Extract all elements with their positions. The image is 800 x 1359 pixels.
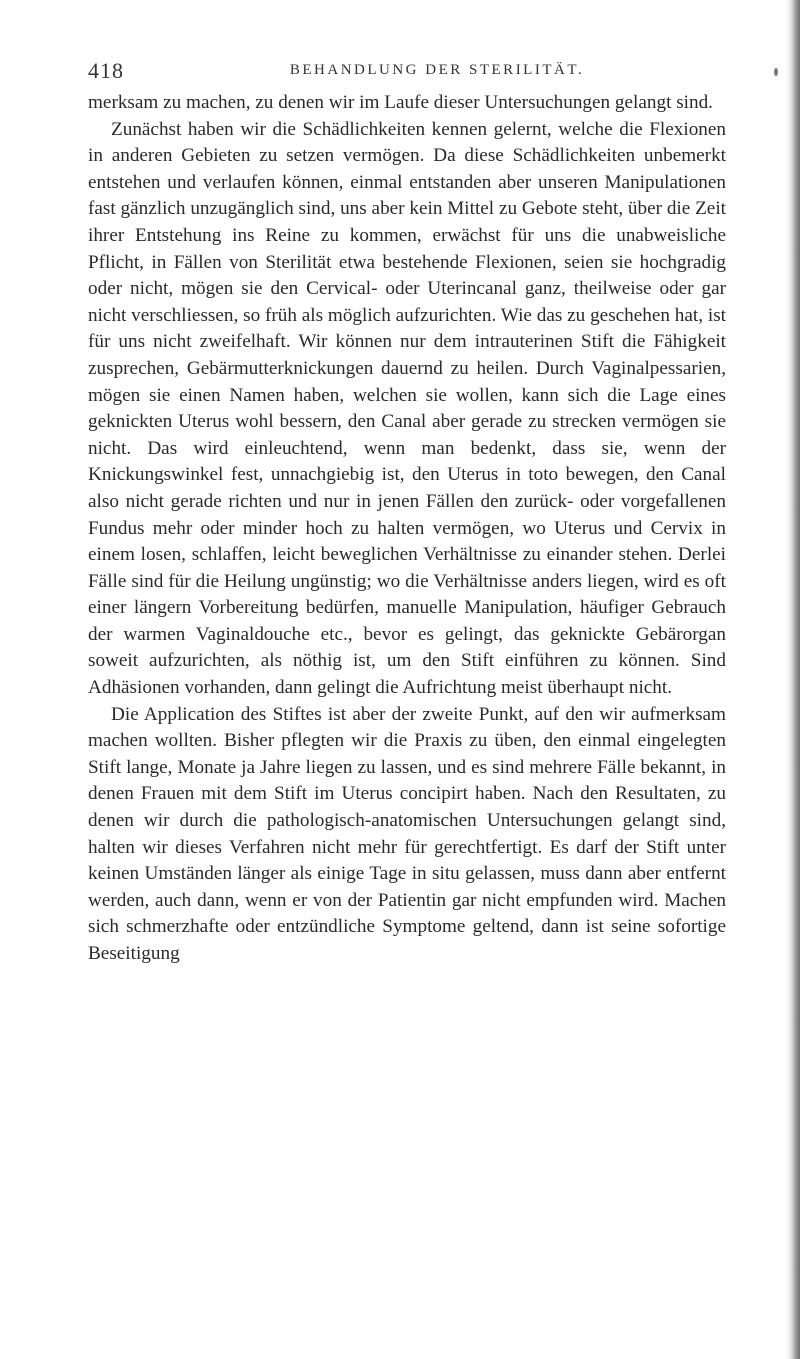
scan-page-edge <box>786 0 800 1359</box>
paragraph-flexionen: Zunächst haben wir die Schädlichkeiten kennen gelernt, welche die Flexionen in anderen Gebieten zu setzen vermögen. Da diese Schädlichkeiten unbemerkt entstehen und verlaufen können, einmal entstanden aber unseren Manipulationen fast gänzlich unzugänglich sind, uns aber kein Mittel zu Gebote steht, über die Zeit ihrer Entstehung ins Reine zu kommen, erwächst für uns die unabweisliche Pflicht, in Fällen von Sterilität etwa bestehende Flexionen, seien sie hochgradig oder nicht, mögen sie den Cervical- oder Uterincanal ganz, theilweise oder gar nicht verschliessen, so früh als möglich aufzurichten. Wie das zu geschehen hat, ist für uns nicht zweifelhaft. Wir können nur dem intrauterinen Stift die Fähigkeit zusprechen, Gebärmutterknickungen dauernd zu heilen. Durch Vaginalpessarien, mögen sie einen Namen haben, welchen sie wollen, kann sich die Lage eines geknickten Uterus wohl bessern, den Canal aber gerade zu strecken vermögen sie nicht. Das wird einleuchtend, wenn man bedenkt, dass sie, wenn der Knickungswinkel fest, unnachgiebig ist, den Uterus in toto bewegen, den Canal also nicht gerade richten und nur in jenen Fällen den zurück- oder vorgefallenen Fundus mehr oder minder hoch zu halten vermögen, wo Uterus und Cervix in einem losen, schlaffen, leicht beweglichen Verhältnisse zu einander stehen. Derlei Fälle sind für die Heilung ungünstig; wo die Verhältnisse anders liegen, wird es oft einer längern Vorbereitung bedürfen, manuelle Manipulation, häufiger Gebrauch der warmen Vaginaldouche etc., bevor es gelingt, das geknickte Gebärorgan soweit aufzurichten, als nöthig ist, um den Stift einführen zu können. Sind Adhäsionen vorhanden, dann gelingt die Aufrichtung meist überhaupt nicht. <box>88 118 726 699</box>
page-number: 418 <box>88 58 124 83</box>
running-title: BEHANDLUNG DER STERILITÄT. <box>289 62 585 78</box>
running-head <box>88 58 726 88</box>
paragraph-continuation: merksam zu machen, zu denen wir im Laufe dieser Untersuchungen gelangt sind. <box>88 92 713 113</box>
paragraph-application: Die Application des Stiftes ist aber der zweite Punkt, auf den wir aufmerksam machen wollten. Bisher pflegten wir die Praxis zu üben, den einmal eingelegten Stift lange, Monate ja Jahre liegen zu lassen, und es sind mehrere Fälle bekannt, in denen Frauen mit dem Stift im Uterus concipirt haben. Nach den Resultaten, zu denen wir durch die pathologisch-anatomischen Untersuchungen gelangt sind, halten wir dieses Verfahren nicht mehr für gerechtfertigt. Es darf der Stift unter keinen Umständen länger als einige Tage in situ gelassen, muss dann aber entfernt werden, auch dann, wenn er von der Patientin gar nicht empfunden wird. Machen sich schmerzhafte oder entzündliche Symptome geltend, dann ist seine sofortige Beseitigung <box>88 703 726 964</box>
body-text <box>88 90 726 968</box>
scan-speck <box>774 68 778 76</box>
